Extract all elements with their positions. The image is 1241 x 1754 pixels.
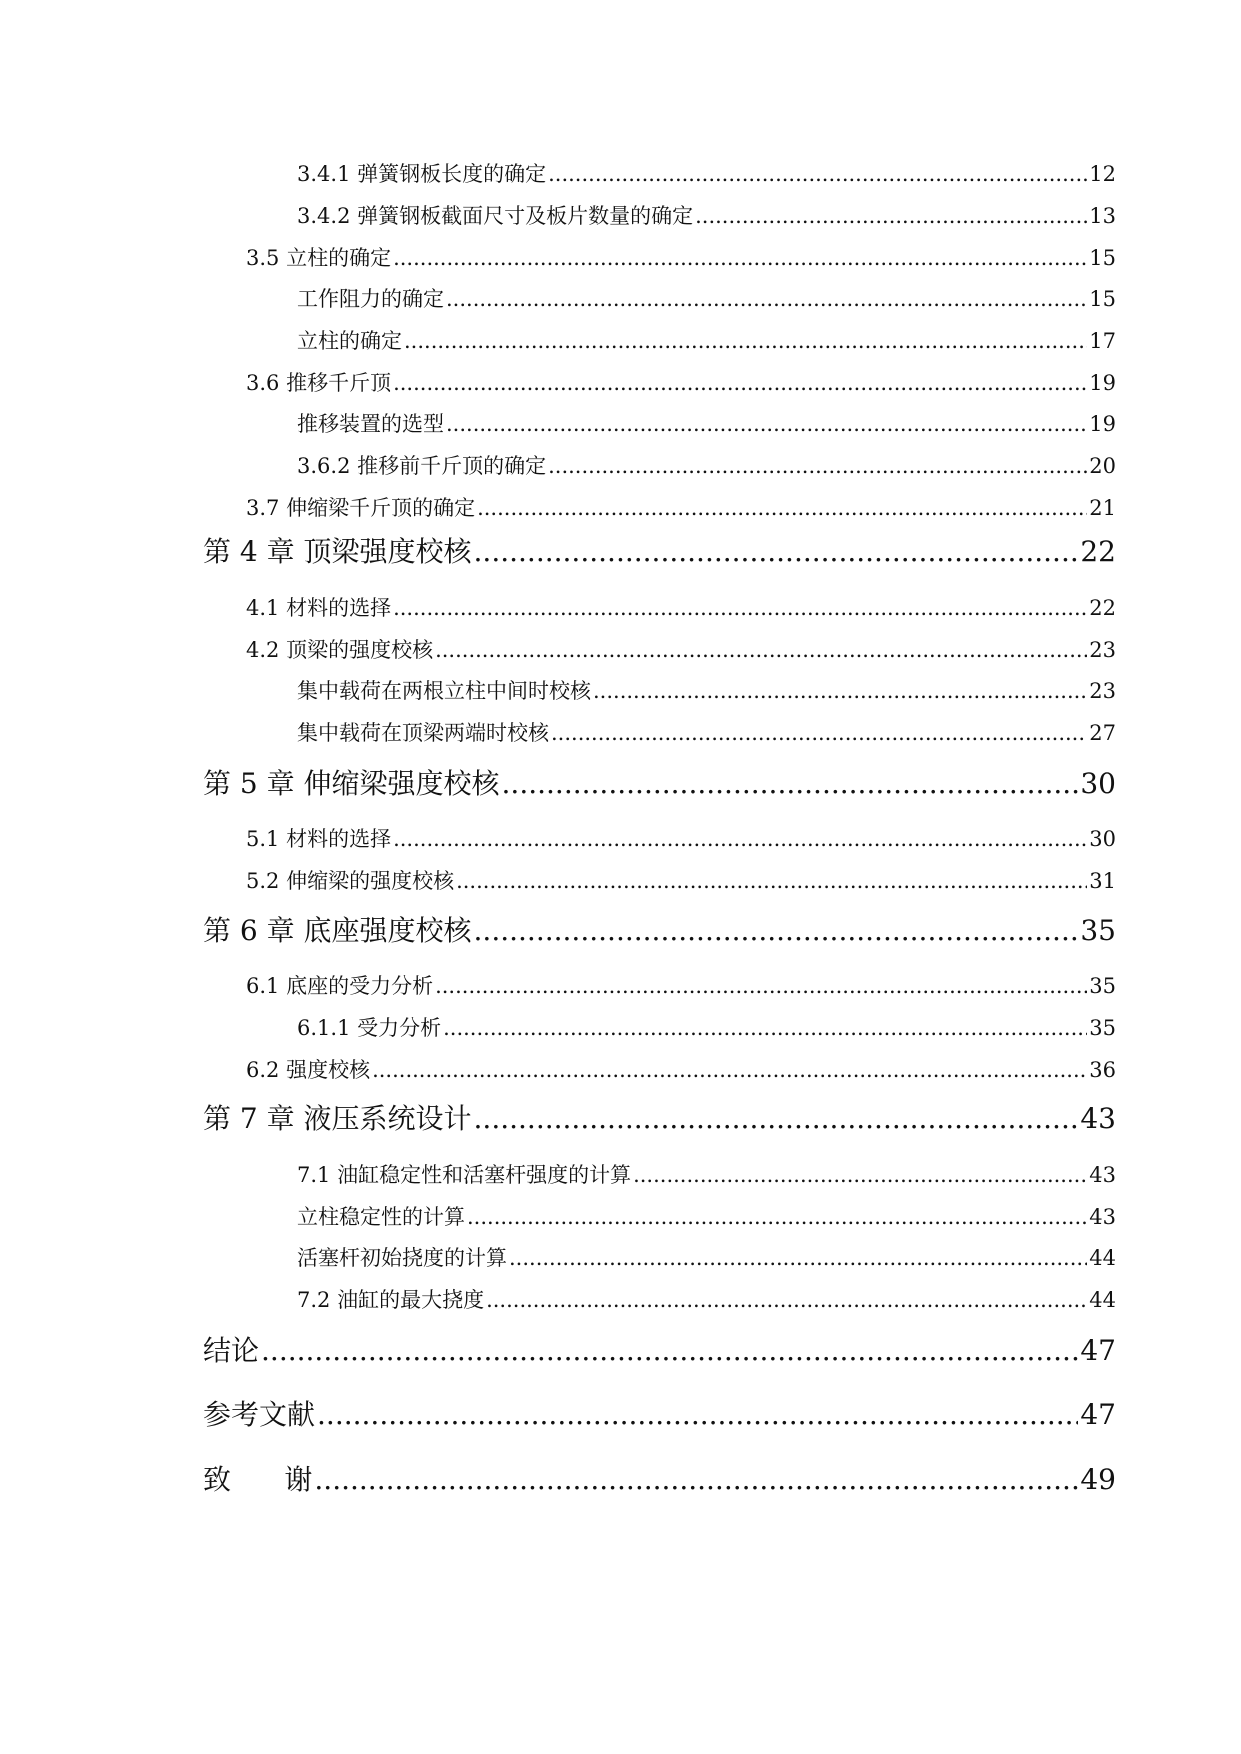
toc-entry-title: 第 5 章 伸缩梁强度校核	[203, 767, 500, 800]
toc-dot-leader	[261, 1334, 1078, 1367]
toc-dot-leader	[509, 1246, 1087, 1270]
toc-entry-page: 35	[1080, 914, 1116, 947]
toc-entry-title: 3.7 伸缩梁千斤顶的确定	[246, 496, 476, 520]
toc-entry-title: 4.1 材料的选择	[246, 596, 392, 620]
toc-entry-acknowledgements	[203, 1458, 1116, 1498]
toc-entry-title: 立柱的确定	[297, 329, 402, 353]
toc-dot-leader	[393, 371, 1087, 395]
toc-entry-conclusion	[203, 1329, 1116, 1369]
toc-entry-title: 4.2 顶梁的强度校核	[246, 638, 434, 662]
toc-dot-leader	[633, 1163, 1087, 1187]
toc-dot-leader	[435, 638, 1087, 662]
toc-entry-page: 23	[1089, 679, 1116, 703]
toc-entry-chapter-7	[203, 1097, 1116, 1137]
toc-entry-title: 立柱稳定性的计算	[297, 1205, 465, 1229]
toc-entry-chapter-5	[203, 762, 1116, 802]
toc-entry-title: 推移装置的选型	[297, 412, 444, 436]
toc-entry-title: 6.2 强度校核	[246, 1058, 371, 1082]
toc-entry-piston-rod-deflection	[297, 1242, 1116, 1272]
toc-entry-page: 36	[1089, 1058, 1116, 1082]
toc-entry-working-resistance	[297, 283, 1116, 313]
toc-dot-leader	[404, 329, 1087, 353]
toc-dot-leader	[443, 1016, 1087, 1040]
toc-entry-push-device	[297, 408, 1116, 438]
toc-entry-page: 12	[1089, 162, 1116, 186]
toc-dot-leader	[477, 496, 1087, 520]
toc-entry-page: 21	[1089, 496, 1116, 520]
toc-entry-3-6	[246, 367, 1116, 397]
toc-entry-title: 第 7 章 液压系统设计	[203, 1102, 472, 1135]
toc-entry-4-2	[246, 634, 1116, 664]
toc-entry-6-1	[246, 970, 1116, 1000]
toc-entry-page: 19	[1089, 412, 1116, 436]
toc-entry-page: 44	[1089, 1288, 1116, 1312]
toc-entry-page: 23	[1089, 638, 1116, 662]
toc-entry-4-1	[246, 592, 1116, 622]
toc-entry-page: 22	[1089, 596, 1116, 620]
toc-entry-title: 参考文献	[203, 1398, 316, 1431]
toc-entry-page: 19	[1089, 371, 1116, 395]
toc-entry-page: 43	[1089, 1163, 1116, 1187]
toc-entry-6-2	[246, 1054, 1116, 1084]
toc-entry-page: 30	[1080, 767, 1116, 800]
toc-entry-3-6-2	[297, 450, 1116, 480]
toc-entry-5-2	[246, 865, 1116, 895]
toc-entry-page: 47	[1080, 1334, 1116, 1367]
toc-entry-3-4-2	[297, 200, 1116, 230]
toc-entry-7-2	[297, 1284, 1116, 1314]
toc-entry-title: 6.1.1 受力分析	[297, 1016, 442, 1040]
toc-dot-leader	[446, 287, 1087, 311]
toc-entry-title: 6.1 底座的受力分析	[246, 974, 434, 998]
toc-dot-leader	[393, 246, 1087, 270]
toc-entry-page: 49	[1080, 1463, 1116, 1496]
toc-entry-page: 43	[1089, 1205, 1116, 1229]
toc-entry-title: 结论	[203, 1334, 260, 1367]
toc-dot-leader	[695, 204, 1087, 228]
toc-entry-chapter-4	[203, 530, 1116, 570]
toc-entry-references	[203, 1393, 1116, 1433]
toc-entry-page: 15	[1089, 246, 1116, 270]
toc-entry-title: 工作阻力的确定	[297, 287, 444, 311]
toc-entry-title: 活塞杆初始挠度的计算	[297, 1246, 507, 1270]
toc-dot-leader	[372, 1058, 1087, 1082]
toc-entry-title: 3.4.1 弹簧钢板长度的确定	[297, 162, 547, 186]
toc-dot-leader	[548, 454, 1087, 478]
toc-entry-3-5	[246, 242, 1116, 272]
toc-entry-page: 20	[1089, 454, 1116, 478]
toc-dot-leader	[317, 1398, 1078, 1431]
toc-dot-leader	[548, 162, 1087, 186]
toc-entry-column	[297, 325, 1116, 355]
toc-entry-page: 13	[1089, 204, 1116, 228]
toc-entry-page: 43	[1080, 1102, 1116, 1135]
toc-entry-load-between-columns	[297, 675, 1116, 705]
toc-entry-title: 致 谢	[203, 1463, 313, 1496]
toc-dot-leader	[467, 1205, 1087, 1229]
toc-entry-title: 7.1 油缸稳定性和活塞杆强度的计算	[297, 1163, 632, 1187]
toc-entry-title: 7.2 油缸的最大挠度	[297, 1288, 485, 1312]
toc-entry-5-1	[246, 823, 1116, 853]
toc-entry-title: 第 6 章 底座强度校核	[203, 914, 472, 947]
toc-dot-leader	[435, 974, 1087, 998]
toc-entry-page: 31	[1089, 869, 1116, 893]
toc-dot-leader	[314, 1463, 1078, 1496]
toc-entry-chapter-6	[203, 909, 1116, 949]
toc-entry-title: 5.2 伸缩梁的强度校核	[246, 869, 455, 893]
toc-dot-leader	[474, 535, 1079, 568]
toc-entry-page: 17	[1089, 329, 1116, 353]
toc-entry-page: 35	[1089, 974, 1116, 998]
toc-entry-title: 3.4.2 弹簧钢板截面尺寸及板片数量的确定	[297, 204, 694, 228]
toc-entry-title: 集中载荷在顶梁两端时校核	[297, 721, 549, 745]
toc-entry-3-4-1	[297, 158, 1116, 188]
toc-entry-6-1-1	[297, 1012, 1116, 1042]
toc-dot-leader	[474, 914, 1079, 947]
toc-entry-title: 第 4 章 顶梁强度校核	[203, 535, 472, 568]
toc-dot-leader	[551, 721, 1087, 745]
toc-entry-title: 3.5 立柱的确定	[246, 246, 392, 270]
toc-dot-leader	[393, 596, 1087, 620]
toc-dot-leader	[456, 869, 1087, 893]
toc-entry-title: 集中载荷在两根立柱中间时校核	[297, 679, 591, 703]
toc-entry-page: 47	[1080, 1398, 1116, 1431]
toc-dot-leader	[446, 412, 1087, 436]
toc-entry-load-at-ends	[297, 717, 1116, 747]
toc-dot-leader	[393, 827, 1087, 851]
toc-dot-leader	[486, 1288, 1087, 1312]
toc-entry-page: 35	[1089, 1016, 1116, 1040]
toc-entry-page: 27	[1089, 721, 1116, 745]
toc-entry-column-stability	[297, 1201, 1116, 1231]
toc-dot-leader	[593, 679, 1087, 703]
toc-entry-3-7	[246, 492, 1116, 522]
toc-entry-title: 5.1 材料的选择	[246, 827, 392, 851]
toc-dot-leader	[502, 767, 1079, 800]
toc-dot-leader	[474, 1102, 1079, 1135]
toc-entry-title: 3.6.2 推移前千斤顶的确定	[297, 454, 547, 478]
toc-entry-page: 15	[1089, 287, 1116, 311]
toc-entry-page: 44	[1089, 1246, 1116, 1270]
toc-entry-page: 22	[1080, 535, 1116, 568]
toc-entry-7-1	[297, 1159, 1116, 1189]
toc-entry-page: 30	[1089, 827, 1116, 851]
toc-entry-title: 3.6 推移千斤顶	[246, 371, 392, 395]
